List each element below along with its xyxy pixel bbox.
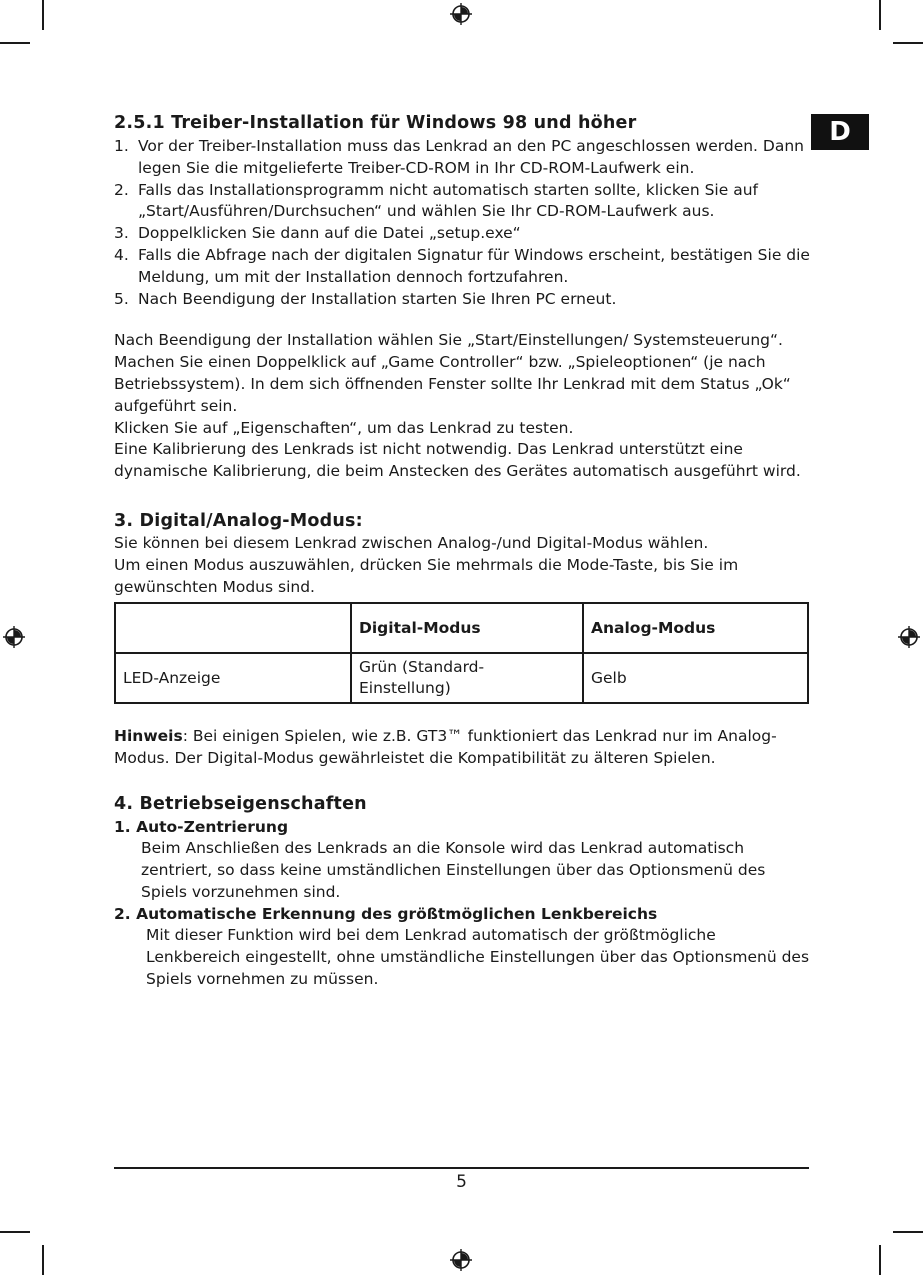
paragraph: Um einen Modus auszuwählen, drücken Sie mehrmals die Mode-Taste, bis Sie im gewünschten Modus sind. bbox=[114, 555, 739, 596]
paragraph: Eine Kalibrierung des Lenkrads ist nicht notwendig. Das Lenkrad unterstützt eine dynamische Kalibrierung, die beim Anstecken des Gerätes automatisch ausgeführt wird. bbox=[114, 440, 801, 481]
table-cell: LED-Anzeige bbox=[115, 653, 351, 703]
registration-mark-icon bbox=[3, 626, 25, 648]
paragraph: Beim Anschließen des Lenkrads an die Konsole wird das Lenkrad automatisch zentriert, so dass keine umständlichen Einstellungen über das Optionsmenü des Spiels vorzunehmen sind. bbox=[141, 838, 766, 901]
note-paragraph bbox=[114, 726, 814, 770]
subsection-title: 1. Auto-Zentrierung bbox=[114, 817, 289, 836]
crop-mark bbox=[0, 1231, 30, 1233]
paragraph: Mit dieser Funktion wird bei dem Lenkrad automatisch der größtmögliche Lenkbereich eingestellt, ohne umständliche Einstellungen über das Optionsmenü des Spiels vornehmen zu müssen. bbox=[146, 926, 810, 988]
paragraph: Nach Beendigung der Installation wählen Sie „Start/Einstellungen/ Systemsteuerung“. Machen Sie einen Doppelklick auf „Game Controller“ bzw. „Spieleoptionen“ (je nach Betriebssystem). In dem sich öffnenden Fenster sollte Ihr Lenkrad mit dem Status „Ok“ aufgeführt sein. bbox=[114, 331, 791, 415]
language-tab: D bbox=[811, 114, 869, 150]
section-title-operating-features: 4. Betriebseigenschaften bbox=[114, 793, 367, 814]
list-item: 4. Falls die Abfrage nach der digitalen Signatur für Windows erscheint, bestätigen Sie die Meldung, um mit der Installation dennoch fortzufahren. bbox=[114, 245, 810, 286]
table-header-cell: Analog-Modus bbox=[583, 603, 808, 653]
paragraph: Sie können bei diesem Lenkrad zwischen Analog-/und Digital-Modus wählen. bbox=[114, 533, 709, 552]
list-item: 1. Vor der Treiber-Installation muss das Lenkrad an den PC angeschlossen werden. Dann legen Sie die mitgelieferte Treiber-CD-ROM in Ihr CD-ROM-Laufwerk ein. bbox=[114, 137, 804, 177]
crop-mark bbox=[42, 1245, 44, 1275]
crop-mark bbox=[879, 1245, 881, 1275]
section-title-digital-analog: 3. Digital/Analog-Modus: bbox=[114, 510, 363, 531]
section-title-driver-installation: 2.5.1 Treiber-Installation für Windows 98 und höher bbox=[114, 113, 637, 133]
table-cell: Grün (Standard-Einstellung) bbox=[351, 653, 583, 703]
table-cell: Gelb bbox=[583, 653, 808, 703]
page-number: 5 bbox=[456, 1172, 467, 1192]
registration-mark-icon bbox=[898, 626, 920, 648]
subsection-title: 2. Automatische Erkennung des größtmöglichen Lenkbereichs bbox=[114, 905, 658, 924]
crop-mark bbox=[0, 42, 30, 44]
list-item: 5. Nach Beendigung der Installation starten Sie Ihren PC erneut. bbox=[114, 289, 617, 308]
registration-mark-icon bbox=[450, 3, 472, 25]
note-label: Hinweis bbox=[114, 727, 183, 746]
crop-mark bbox=[879, 0, 881, 30]
install-steps-list bbox=[114, 136, 814, 310]
table-row bbox=[115, 653, 808, 703]
list-item: 3. Doppelklicken Sie dann auf die Datei „setup.exe“ bbox=[114, 224, 521, 243]
document-body bbox=[114, 111, 814, 991]
note-text: : Bei einigen Spielen, wie z.B. GT3™ funktioniert das Lenkrad nur im Analog-Modus. Der Digital-Modus gewährleistet die Kompatibilität zu älteren Spielen. bbox=[114, 727, 777, 768]
crop-mark bbox=[893, 1231, 923, 1233]
paragraph: Klicken Sie auf „Eigenschaften“, um das Lenkrad zu testen. bbox=[114, 418, 574, 437]
table-header-cell bbox=[115, 603, 351, 653]
list-item: 2. Falls das Installationsprogramm nicht automatisch starten sollte, klicken Sie auf „Start/Ausführen/Durchsuchen“ und wählen Sie Ihr CD-ROM-Laufwerk aus. bbox=[114, 180, 758, 221]
mode-table bbox=[114, 602, 809, 704]
crop-mark bbox=[42, 0, 44, 30]
footer-divider bbox=[114, 1167, 809, 1169]
crop-mark bbox=[893, 42, 923, 44]
table-header-row bbox=[115, 603, 808, 653]
table-header-cell: Digital-Modus bbox=[351, 603, 583, 653]
registration-mark-icon bbox=[450, 1249, 472, 1271]
